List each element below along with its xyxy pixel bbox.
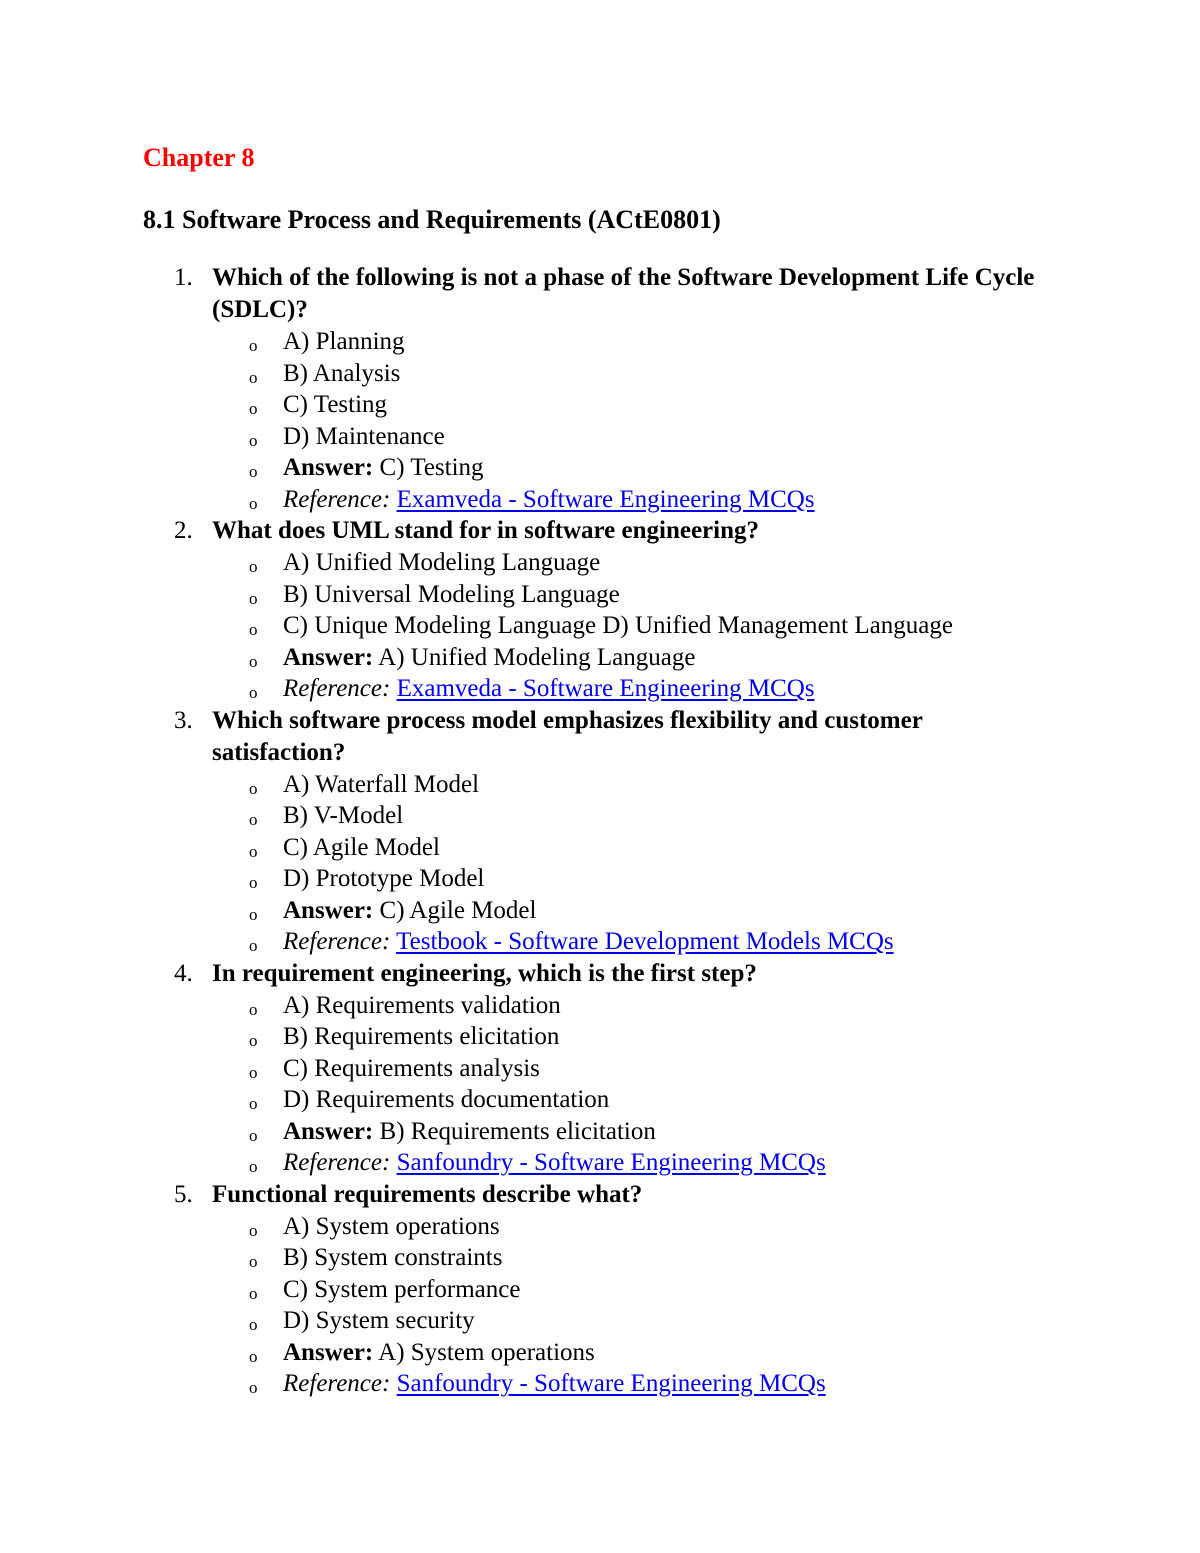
bullet-icon: o (249, 1315, 258, 1334)
bullet-icon: o (249, 904, 258, 924)
option-item (0, 1084, 1200, 1116)
question-item (0, 705, 1200, 958)
option-text: D) System security (283, 1307, 475, 1334)
option-text: C) Testing (283, 391, 388, 418)
reference-row (0, 1368, 1200, 1400)
option-text: D) Requirements documentation (283, 1086, 610, 1113)
answer-text: A) Unified Modeling Language (378, 643, 696, 671)
question-text: What does UML stand for in software engineering? (212, 517, 759, 544)
answer-label: Answer: (283, 643, 374, 671)
answer-row (0, 895, 1200, 927)
reference-label: Reference: (283, 1370, 391, 1397)
option-text: D) Prototype Model (283, 865, 485, 892)
option-text: A) Planning (283, 328, 405, 355)
section-title: 8.1 Software Process and Requirements (ACtE0801) (143, 205, 721, 234)
bullet-icon: o (249, 620, 258, 639)
option-text: B) System constraints (283, 1244, 503, 1271)
question-item (0, 1179, 1200, 1400)
question-number: 5. (174, 1180, 193, 1208)
option-text: C) Unique Modeling Language D) Unified Management Language (283, 612, 953, 639)
bullet-icon: o (249, 493, 258, 513)
reference-label: Reference: (283, 485, 391, 513)
answer-label: Answer: (283, 1117, 374, 1145)
reference-label: Reference: (283, 1149, 391, 1176)
option-text: B) V-Model (283, 802, 404, 829)
option-text: D) Maintenance (283, 422, 445, 450)
question-text-row (0, 705, 1200, 769)
option-text: C) System performance (283, 1275, 521, 1303)
question-number: 3. (174, 706, 193, 734)
answer-text: B) Requirements elicitation (379, 1117, 656, 1145)
reference-row (0, 1147, 1200, 1179)
answer-row (0, 1337, 1200, 1369)
reference-link[interactable]: Testbook - Software Development Models MCQs (396, 928, 894, 955)
answer-row (0, 642, 1200, 674)
reference-label: Reference: (283, 675, 391, 702)
option-item (0, 832, 1200, 864)
bullet-icon: o (249, 1378, 258, 1397)
question-number: 4. (174, 959, 193, 987)
bullet-icon: o (249, 1346, 258, 1366)
chapter-title: Chapter 8 (143, 143, 255, 172)
bullet-icon: o (249, 873, 258, 892)
question-list (0, 262, 1200, 1400)
option-item (0, 579, 1200, 611)
bullet-icon: o (249, 1062, 258, 1082)
question-text: Functional requirements describe what? (212, 1180, 643, 1208)
bullet-icon: o (249, 1157, 258, 1176)
bullet-icon: o (249, 557, 258, 576)
bullet-icon: o (249, 999, 258, 1019)
question-text: Which of the following is not a phase of the Software Development Life Cycle (SDLC)? (212, 264, 1035, 323)
answer-text: C) Testing (379, 454, 484, 481)
bullet-icon: o (249, 430, 258, 450)
option-item (0, 990, 1200, 1022)
option-text: A) Unified Modeling Language (283, 549, 601, 576)
answer-text: A) System operations (378, 1338, 595, 1366)
answer-row (0, 452, 1200, 484)
option-item (0, 1211, 1200, 1243)
option-text: A) Waterfall Model (283, 770, 480, 798)
option-item (0, 547, 1200, 579)
option-item (0, 1305, 1200, 1337)
option-item (0, 389, 1200, 421)
bullet-icon: o (249, 1125, 258, 1145)
option-text: A) Requirements validation (283, 991, 561, 1019)
bullet-icon: o (249, 462, 258, 481)
option-text: C) Agile Model (283, 833, 440, 861)
option-item (0, 1021, 1200, 1053)
reference-link[interactable]: Examveda - Software Engineering MCQs (396, 485, 815, 513)
question-item (0, 262, 1200, 515)
answer-label: Answer: (283, 454, 374, 481)
option-text: B) Analysis (283, 359, 401, 387)
bullet-icon: o (249, 1031, 258, 1050)
option-item (0, 358, 1200, 390)
answer-row (0, 1116, 1200, 1148)
reference-row (0, 484, 1200, 516)
reference-label: Reference: (283, 928, 391, 955)
question-text-row (0, 958, 1200, 990)
option-item (0, 863, 1200, 895)
option-item (0, 1274, 1200, 1306)
bullet-icon: o (249, 810, 258, 829)
option-item (0, 610, 1200, 642)
bullet-icon: o (249, 588, 258, 608)
reference-row (0, 673, 1200, 705)
option-text: A) System operations (283, 1212, 500, 1240)
question-number: 2. (174, 517, 193, 544)
question-text-row (0, 1179, 1200, 1211)
reference-link[interactable]: Examveda - Software Engineering MCQs (396, 675, 815, 702)
bullet-icon: o (249, 399, 258, 418)
bullet-icon: o (249, 651, 258, 671)
question-item (0, 515, 1200, 705)
option-text: B) Requirements elicitation (283, 1023, 560, 1050)
bullet-icon: o (249, 1094, 258, 1113)
bullet-icon: o (249, 1283, 258, 1303)
option-item (0, 769, 1200, 801)
bullet-icon: o (249, 336, 258, 355)
reference-row (0, 926, 1200, 958)
option-text: C) Requirements analysis (283, 1054, 540, 1082)
question-number: 1. (174, 264, 193, 291)
bullet-icon: o (249, 841, 258, 861)
option-item (0, 421, 1200, 453)
option-item (0, 1053, 1200, 1085)
option-item (0, 800, 1200, 832)
option-item (0, 1242, 1200, 1274)
question-text-row (0, 515, 1200, 547)
question-text: In requirement engineering, which is the first step? (212, 959, 757, 987)
reference-link[interactable]: Sanfoundry - Software Engineering MCQs (396, 1149, 826, 1176)
bullet-icon: o (249, 1252, 258, 1271)
question-item (0, 958, 1200, 1179)
answer-text: C) Agile Model (379, 896, 537, 924)
bullet-icon: o (249, 936, 258, 955)
reference-link[interactable]: Sanfoundry - Software Engineering MCQs (396, 1370, 826, 1397)
bullet-icon: o (249, 778, 258, 798)
bullet-icon: o (249, 367, 258, 387)
answer-label: Answer: (283, 1338, 374, 1366)
option-text: B) Universal Modeling Language (283, 580, 620, 608)
option-item (0, 326, 1200, 358)
question-text-row (0, 262, 1200, 326)
bullet-icon: o (249, 1220, 258, 1240)
bullet-icon: o (249, 683, 258, 702)
question-text: Which software process model emphasizes flexibility and customer satisfaction? (212, 706, 923, 766)
answer-label: Answer: (283, 896, 374, 924)
